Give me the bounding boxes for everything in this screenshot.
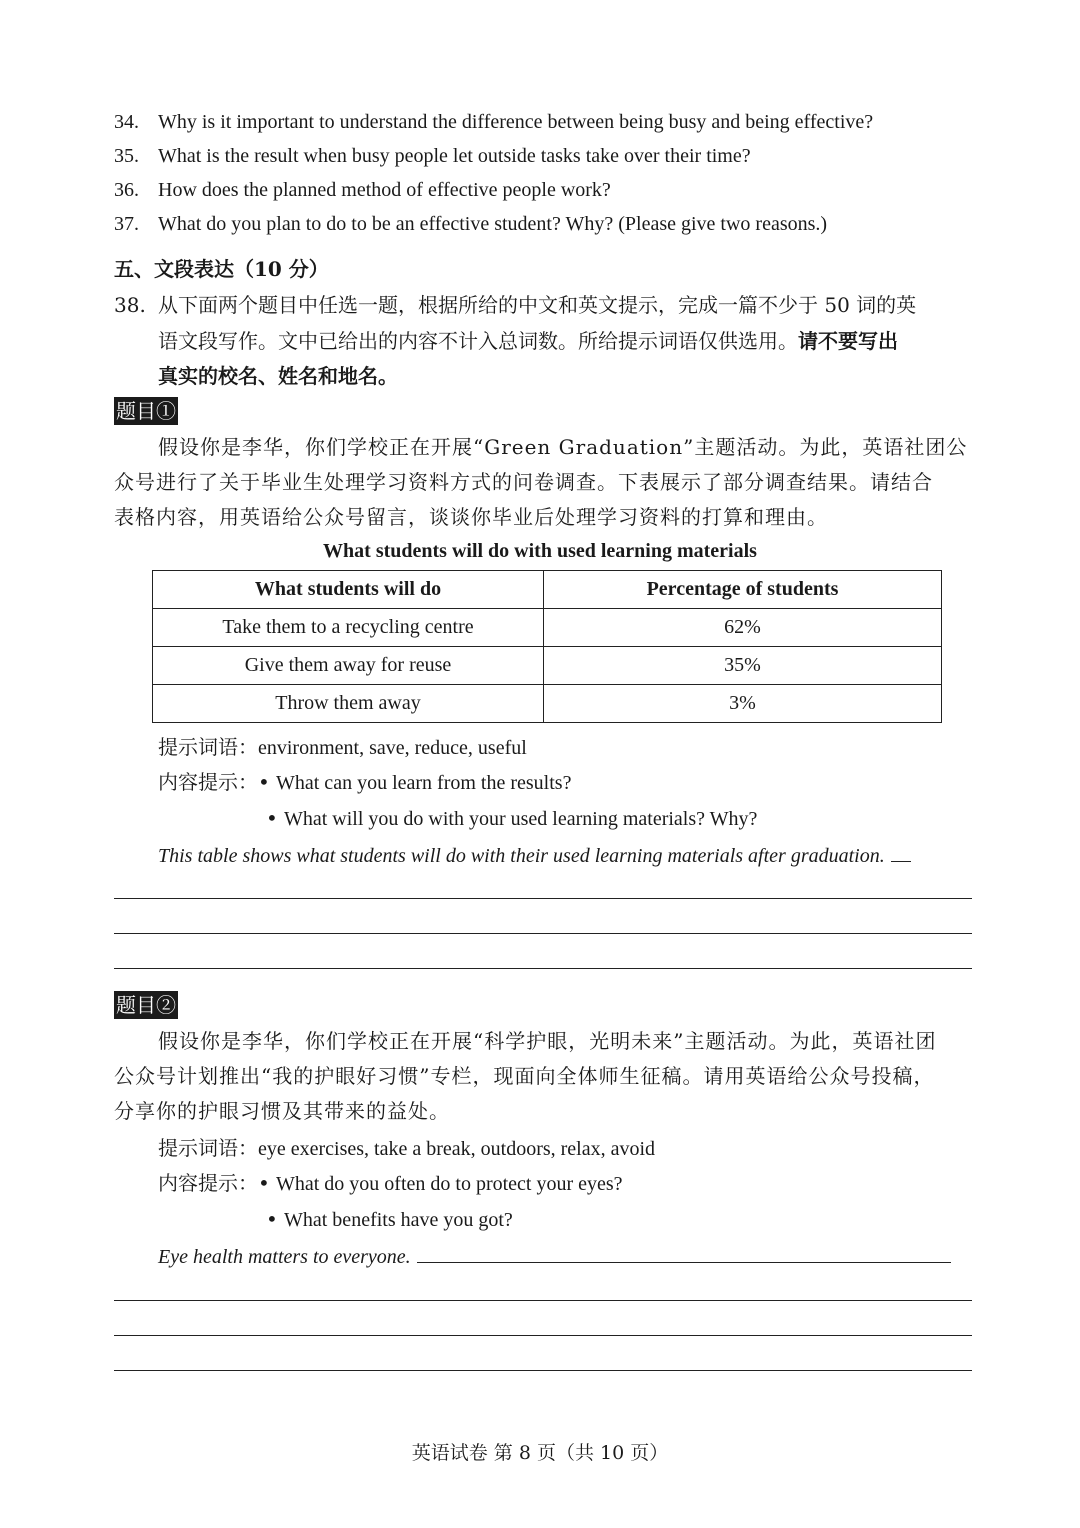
table-cell: 3% — [544, 685, 942, 723]
table-cell: Take them to a recycling centre — [153, 609, 544, 647]
starter-text: This table shows what students will do with their used learning materials after graduation. — [158, 845, 885, 867]
answer-line[interactable] — [114, 968, 972, 969]
content-point: What can you learn from the results? — [276, 772, 572, 794]
content-hint-label: 内容提示： — [158, 770, 258, 794]
survey-table — [152, 570, 942, 723]
table-row — [153, 609, 942, 647]
answer-line[interactable] — [114, 1300, 972, 1301]
content-point: What benefits have you got? — [284, 1209, 513, 1231]
content-hint-label: 内容提示： — [158, 1171, 258, 1195]
instruction-text: 语文段写作。文中已给出的内容不计入总词数。所给提示词语仅供选用。 — [158, 329, 798, 353]
topic-2-para: 公众号计划推出“我的护眼好习惯”专栏，现面向全体师生征稿。请用英语给公众号投稿， — [114, 1064, 935, 1088]
answer-line[interactable] — [114, 933, 972, 934]
question-text: What do you plan to do to be an effective student? Why? (Please give two reasons.) — [158, 213, 828, 235]
question-text: How does the planned method of effective people work? — [158, 179, 611, 201]
question-text: What is the result when busy people let outside tasks take over their time? — [158, 145, 751, 167]
answer-line[interactable] — [417, 1240, 951, 1263]
answer-line[interactable] — [114, 1335, 972, 1336]
answer-line[interactable] — [114, 898, 972, 899]
content-hint — [266, 1205, 513, 1234]
content-point: What will you do with your used learning materials? Why? — [284, 808, 758, 830]
hint-words-label: 提示词语： — [158, 735, 258, 759]
topic-1-tag: 题目① — [116, 399, 176, 423]
answer-line[interactable] — [891, 839, 911, 862]
question-number: 38. — [114, 293, 146, 317]
table-cell: Throw them away — [153, 685, 544, 723]
topic-1-para: 表格内容，用英语给公众号留言，谈谈你毕业后处理学习资料的打算和理由。 — [114, 505, 828, 529]
answer-line[interactable] — [114, 1370, 972, 1371]
table-row — [153, 647, 942, 685]
hint-words-text: eye exercises, take a break, outdoors, relax, avoid — [258, 1138, 656, 1160]
bullet-icon: • — [266, 1207, 278, 1231]
table-row — [153, 685, 942, 723]
bullet-icon: • — [258, 1171, 270, 1195]
instruction-text: 从下面两个题目中任选一题，根据所给的中文和英文提示，完成一篇不少于 50 词的英 — [158, 293, 917, 317]
table-cell: Give them away for reuse — [153, 647, 544, 685]
q38-line1 — [114, 291, 916, 319]
table-cell: 35% — [544, 647, 942, 685]
bullet-icon: • — [266, 806, 278, 830]
topic-2-para: 分享你的护眼习惯及其带来的益处。 — [114, 1099, 450, 1123]
starter-sentence — [158, 1240, 951, 1271]
question-35 — [114, 142, 751, 170]
question-number: 37. — [114, 213, 139, 235]
topic-1-para: 众号进行了关于毕业生处理学习资料方式的问卷调查。下表展示了部分调查结果。请结合 — [114, 470, 933, 494]
topic-1-para: 假设你是李华，你们学校正在开展“Green Graduation”主题活动。为此，英语社团公 — [158, 435, 968, 459]
topic-2-para: 假设你是李华，你们学校正在开展“科学护眼，光明未来”主题活动。为此，英语社团 — [158, 1029, 937, 1053]
page-footer: 英语试卷 第 8 页（共 10 页） — [411, 1442, 669, 1464]
section-heading: 五、文段表达（10 分） — [114, 257, 329, 281]
bullet-icon: • — [258, 770, 270, 794]
column-header: What students will do — [153, 571, 544, 609]
question-37 — [114, 210, 827, 238]
table-cell: 62% — [544, 609, 942, 647]
topic-2-tag: 题目② — [116, 993, 176, 1017]
question-36 — [114, 176, 611, 204]
question-34 — [114, 108, 873, 136]
hint-words-label: 提示词语： — [158, 1136, 258, 1160]
content-hint — [158, 768, 571, 797]
column-header: Percentage of students — [544, 571, 942, 609]
table-title: What students will do with used learning materials — [323, 540, 757, 562]
hint-words — [158, 733, 527, 762]
question-number: 35. — [114, 145, 139, 167]
question-number: 34. — [114, 111, 139, 133]
table-header-row — [153, 571, 942, 609]
content-hint — [158, 1169, 623, 1198]
starter-sentence — [158, 839, 911, 870]
q38-line2 — [158, 327, 898, 355]
starter-text: Eye health matters to everyone. — [158, 1246, 411, 1268]
hint-words-text: environment, save, reduce, useful — [258, 737, 527, 759]
hint-words — [158, 1134, 655, 1163]
question-number: 36. — [114, 179, 139, 201]
q38-line3: 真实的校名、姓名和地名。 — [158, 364, 398, 388]
question-text: Why is it important to understand the difference between being busy and being effective? — [158, 111, 874, 133]
content-hint — [266, 804, 757, 833]
content-point: What do you often do to protect your eyes? — [276, 1173, 623, 1195]
instruction-emphasis: 请不要写出 — [798, 329, 898, 353]
